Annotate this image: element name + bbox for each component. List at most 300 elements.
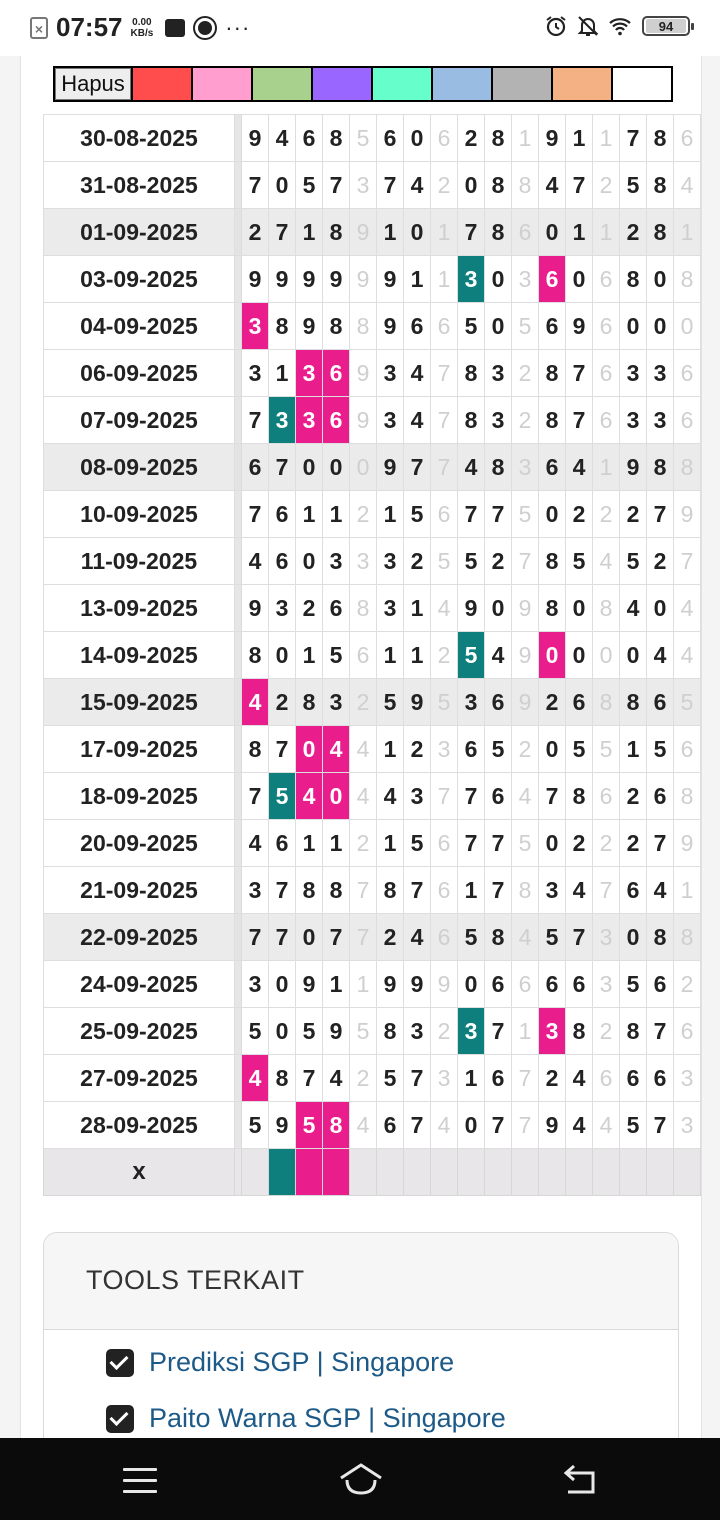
- digit-cell[interactable]: 6: [323, 585, 350, 632]
- digit-cell[interactable]: 1: [296, 632, 323, 679]
- digit-cell[interactable]: 3: [350, 538, 377, 585]
- digit-cell[interactable]: 0: [296, 444, 323, 491]
- digit-cell[interactable]: 9: [350, 350, 377, 397]
- digit-cell[interactable]: 2: [431, 632, 458, 679]
- digit-cell[interactable]: 6: [593, 1055, 620, 1102]
- digit-cell[interactable]: 6: [431, 867, 458, 914]
- digit-cell[interactable]: 3: [485, 350, 512, 397]
- digit-cell[interactable]: 6: [431, 115, 458, 162]
- digit-cell[interactable]: 8: [566, 773, 593, 820]
- digit-cell[interactable]: 9: [242, 585, 269, 632]
- digit-cell[interactable]: 8: [620, 679, 647, 726]
- digit-cell[interactable]: 8: [512, 162, 539, 209]
- digit-cell[interactable]: 5: [269, 773, 296, 820]
- digit-cell[interactable]: 0: [674, 303, 701, 350]
- digit-cell[interactable]: 3: [296, 350, 323, 397]
- digit-cell[interactable]: 3: [512, 444, 539, 491]
- digit-cell[interactable]: 5: [647, 726, 674, 773]
- digit-cell[interactable]: 9: [512, 585, 539, 632]
- digit-cell[interactable]: 3: [269, 397, 296, 444]
- digit-cell[interactable]: 1: [458, 1055, 485, 1102]
- digit-cell[interactable]: 1: [323, 820, 350, 867]
- digit-cell[interactable]: 6: [539, 303, 566, 350]
- color-swatch-8[interactable]: [551, 68, 611, 100]
- digit-cell[interactable]: 2: [674, 961, 701, 1008]
- digit-cell[interactable]: 1: [512, 115, 539, 162]
- digit-cell[interactable]: 8: [296, 679, 323, 726]
- digit-cell[interactable]: 5: [458, 914, 485, 961]
- digit-cell[interactable]: 3: [593, 914, 620, 961]
- digit-cell[interactable]: 6: [647, 773, 674, 820]
- digit-cell[interactable]: 5: [512, 491, 539, 538]
- digit-cell[interactable]: 9: [431, 961, 458, 1008]
- digit-cell[interactable]: 1: [269, 350, 296, 397]
- digit-cell[interactable]: 3: [674, 1102, 701, 1149]
- digit-cell[interactable]: 2: [404, 726, 431, 773]
- digit-cell[interactable]: 3: [377, 538, 404, 585]
- digit-cell[interactable]: 3: [431, 1055, 458, 1102]
- digit-cell[interactable]: 2: [593, 162, 620, 209]
- digit-cell[interactable]: 5: [458, 632, 485, 679]
- digit-cell[interactable]: 7: [647, 491, 674, 538]
- digit-cell[interactable]: 5: [620, 162, 647, 209]
- digit-cell[interactable]: 7: [296, 1055, 323, 1102]
- digit-cell[interactable]: 2: [620, 820, 647, 867]
- digit-cell[interactable]: 7: [431, 773, 458, 820]
- digit-cell[interactable]: 4: [485, 632, 512, 679]
- digit-cell[interactable]: 8: [350, 303, 377, 350]
- digit-cell[interactable]: 3: [296, 397, 323, 444]
- digit-cell[interactable]: 8: [458, 397, 485, 444]
- digit-cell[interactable]: 6: [512, 961, 539, 1008]
- digit-cell[interactable]: 1: [404, 632, 431, 679]
- home-icon[interactable]: [338, 1460, 384, 1500]
- digit-cell[interactable]: 8: [647, 444, 674, 491]
- footer-color-cell[interactable]: [593, 1149, 620, 1196]
- digit-cell[interactable]: 7: [512, 1055, 539, 1102]
- digit-cell[interactable]: 7: [620, 115, 647, 162]
- digit-cell[interactable]: 1: [566, 115, 593, 162]
- digit-cell[interactable]: 6: [647, 1055, 674, 1102]
- digit-cell[interactable]: 9: [350, 397, 377, 444]
- digit-cell[interactable]: 8: [485, 914, 512, 961]
- digit-cell[interactable]: 1: [404, 256, 431, 303]
- digit-cell[interactable]: 8: [323, 1102, 350, 1149]
- digit-cell[interactable]: 9: [566, 303, 593, 350]
- digit-cell[interactable]: 4: [242, 538, 269, 585]
- digit-cell[interactable]: 0: [458, 162, 485, 209]
- digit-cell[interactable]: 4: [566, 444, 593, 491]
- digit-cell[interactable]: 1: [593, 209, 620, 256]
- digit-cell[interactable]: 2: [404, 538, 431, 585]
- digit-cell[interactable]: 6: [485, 679, 512, 726]
- color-swatch-7[interactable]: [491, 68, 551, 100]
- digit-cell[interactable]: 7: [485, 820, 512, 867]
- digit-cell[interactable]: 1: [377, 820, 404, 867]
- digit-cell[interactable]: 5: [512, 303, 539, 350]
- digit-cell[interactable]: 3: [647, 397, 674, 444]
- digit-cell[interactable]: 2: [566, 820, 593, 867]
- digit-cell[interactable]: 5: [458, 303, 485, 350]
- digit-cell[interactable]: 6: [269, 538, 296, 585]
- digit-cell[interactable]: 6: [674, 397, 701, 444]
- digit-cell[interactable]: 7: [512, 1102, 539, 1149]
- digit-cell[interactable]: 6: [296, 115, 323, 162]
- digit-cell[interactable]: 8: [539, 397, 566, 444]
- digit-cell[interactable]: 9: [350, 209, 377, 256]
- digit-cell[interactable]: 5: [242, 1008, 269, 1055]
- digit-cell[interactable]: 3: [323, 538, 350, 585]
- digit-cell[interactable]: 5: [593, 726, 620, 773]
- digit-cell[interactable]: 2: [296, 585, 323, 632]
- digit-cell[interactable]: 9: [512, 679, 539, 726]
- digit-cell[interactable]: 1: [296, 820, 323, 867]
- digit-cell[interactable]: 8: [485, 162, 512, 209]
- footer-color-cell[interactable]: [674, 1149, 701, 1196]
- digit-cell[interactable]: 4: [404, 397, 431, 444]
- digit-cell[interactable]: 7: [431, 350, 458, 397]
- digit-cell[interactable]: 7: [485, 867, 512, 914]
- digit-cell[interactable]: 7: [566, 162, 593, 209]
- digit-cell[interactable]: 2: [350, 1055, 377, 1102]
- digit-cell[interactable]: 9: [404, 679, 431, 726]
- footer-color-cell[interactable]: [647, 1149, 674, 1196]
- digit-cell[interactable]: 5: [350, 115, 377, 162]
- digit-cell[interactable]: 4: [674, 632, 701, 679]
- digit-cell[interactable]: 0: [566, 256, 593, 303]
- digit-cell[interactable]: 2: [512, 726, 539, 773]
- digit-cell[interactable]: 1: [404, 585, 431, 632]
- digit-cell[interactable]: 2: [620, 491, 647, 538]
- digit-cell[interactable]: 0: [269, 1008, 296, 1055]
- digit-cell[interactable]: 1: [512, 1008, 539, 1055]
- digit-cell[interactable]: 0: [539, 820, 566, 867]
- footer-color-cell[interactable]: [431, 1149, 458, 1196]
- digit-cell[interactable]: 0: [647, 256, 674, 303]
- footer-color-cell[interactable]: [539, 1149, 566, 1196]
- digit-cell[interactable]: 5: [296, 1102, 323, 1149]
- digit-cell[interactable]: 3: [593, 961, 620, 1008]
- footer-color-cell[interactable]: [377, 1149, 404, 1196]
- digit-cell[interactable]: 9: [620, 444, 647, 491]
- digit-cell[interactable]: 8: [323, 303, 350, 350]
- digit-cell[interactable]: 1: [674, 209, 701, 256]
- color-swatch-3[interactable]: [251, 68, 311, 100]
- digit-cell[interactable]: 5: [620, 538, 647, 585]
- digit-cell[interactable]: 4: [593, 1102, 620, 1149]
- digit-cell[interactable]: 7: [323, 162, 350, 209]
- color-swatch-6[interactable]: [431, 68, 491, 100]
- digit-cell[interactable]: 2: [377, 914, 404, 961]
- digit-cell[interactable]: 9: [296, 256, 323, 303]
- digit-cell[interactable]: 3: [620, 350, 647, 397]
- digit-cell[interactable]: 7: [647, 1008, 674, 1055]
- digit-cell[interactable]: 6: [431, 820, 458, 867]
- digit-cell[interactable]: 6: [323, 350, 350, 397]
- digit-cell[interactable]: 6: [674, 115, 701, 162]
- digit-cell[interactable]: 8: [377, 867, 404, 914]
- digit-cell[interactable]: 6: [431, 914, 458, 961]
- digit-cell[interactable]: 6: [323, 397, 350, 444]
- digit-cell[interactable]: 0: [269, 162, 296, 209]
- digit-cell[interactable]: 9: [242, 115, 269, 162]
- color-swatch-4[interactable]: [311, 68, 371, 100]
- digit-cell[interactable]: 8: [350, 585, 377, 632]
- digit-cell[interactable]: 1: [620, 726, 647, 773]
- digit-cell[interactable]: 4: [512, 773, 539, 820]
- digit-cell[interactable]: 4: [539, 162, 566, 209]
- digit-cell[interactable]: 6: [269, 820, 296, 867]
- footer-color-cell[interactable]: [323, 1149, 350, 1196]
- digit-cell[interactable]: 5: [566, 726, 593, 773]
- digit-cell[interactable]: 0: [647, 585, 674, 632]
- digit-cell[interactable]: 5: [566, 538, 593, 585]
- digit-cell[interactable]: 4: [323, 1055, 350, 1102]
- digit-cell[interactable]: 6: [593, 397, 620, 444]
- digit-cell[interactable]: 0: [296, 914, 323, 961]
- digit-cell[interactable]: 8: [593, 679, 620, 726]
- digit-cell[interactable]: 4: [242, 820, 269, 867]
- digit-cell[interactable]: 8: [377, 1008, 404, 1055]
- digit-cell[interactable]: 7: [512, 538, 539, 585]
- digit-cell[interactable]: 6: [539, 444, 566, 491]
- digit-cell[interactable]: 9: [377, 444, 404, 491]
- digit-cell[interactable]: 6: [431, 491, 458, 538]
- digit-cell[interactable]: 5: [350, 1008, 377, 1055]
- digit-cell[interactable]: 2: [620, 209, 647, 256]
- digit-cell[interactable]: 7: [350, 867, 377, 914]
- digit-cell[interactable]: 4: [458, 444, 485, 491]
- digit-cell[interactable]: 8: [242, 632, 269, 679]
- tool-link-paito-warna[interactable]: Paito Warna SGP | Singapore: [149, 1403, 506, 1433]
- color-swatch-2[interactable]: [191, 68, 251, 100]
- digit-cell[interactable]: 0: [485, 585, 512, 632]
- digit-cell[interactable]: 0: [539, 726, 566, 773]
- digit-cell[interactable]: 0: [620, 632, 647, 679]
- digit-cell[interactable]: 6: [404, 303, 431, 350]
- footer-color-cell[interactable]: [512, 1149, 539, 1196]
- digit-cell[interactable]: 9: [323, 1008, 350, 1055]
- digit-cell[interactable]: 2: [620, 773, 647, 820]
- digit-cell[interactable]: 0: [566, 585, 593, 632]
- digit-cell[interactable]: 6: [377, 115, 404, 162]
- digit-cell[interactable]: 4: [674, 585, 701, 632]
- digit-cell[interactable]: 0: [593, 632, 620, 679]
- digit-cell[interactable]: 3: [404, 773, 431, 820]
- digit-cell[interactable]: 5: [242, 1102, 269, 1149]
- digit-cell[interactable]: 4: [431, 585, 458, 632]
- digit-cell[interactable]: 0: [323, 444, 350, 491]
- clear-color-button[interactable]: Hapus: [55, 68, 131, 100]
- digit-cell[interactable]: 3: [350, 162, 377, 209]
- digit-cell[interactable]: 6: [674, 350, 701, 397]
- digit-cell[interactable]: 6: [593, 350, 620, 397]
- digit-cell[interactable]: 5: [377, 679, 404, 726]
- digit-cell[interactable]: 3: [647, 350, 674, 397]
- digit-cell[interactable]: 1: [431, 209, 458, 256]
- digit-cell[interactable]: 8: [512, 867, 539, 914]
- digit-cell[interactable]: 6: [674, 726, 701, 773]
- color-swatch-9[interactable]: [611, 68, 671, 100]
- digit-cell[interactable]: 8: [674, 444, 701, 491]
- digit-cell[interactable]: 2: [431, 162, 458, 209]
- digit-cell[interactable]: 0: [404, 209, 431, 256]
- digit-cell[interactable]: 4: [242, 1055, 269, 1102]
- digit-cell[interactable]: 7: [269, 867, 296, 914]
- digit-cell[interactable]: 1: [431, 256, 458, 303]
- digit-cell[interactable]: 3: [242, 303, 269, 350]
- digit-cell[interactable]: 9: [296, 303, 323, 350]
- digit-cell[interactable]: 6: [485, 1055, 512, 1102]
- digit-cell[interactable]: 8: [323, 209, 350, 256]
- digit-cell[interactable]: 1: [350, 961, 377, 1008]
- digit-cell[interactable]: 2: [269, 679, 296, 726]
- digit-cell[interactable]: 3: [242, 867, 269, 914]
- digit-cell[interactable]: 9: [296, 961, 323, 1008]
- digit-cell[interactable]: 4: [350, 773, 377, 820]
- digit-cell[interactable]: 2: [431, 1008, 458, 1055]
- digit-cell[interactable]: 0: [539, 632, 566, 679]
- digit-cell[interactable]: 0: [296, 538, 323, 585]
- digit-cell[interactable]: 4: [377, 773, 404, 820]
- digit-cell[interactable]: 9: [674, 491, 701, 538]
- footer-color-cell[interactable]: [350, 1149, 377, 1196]
- digit-cell[interactable]: 1: [674, 867, 701, 914]
- digit-cell[interactable]: 5: [512, 820, 539, 867]
- digit-cell[interactable]: 6: [377, 1102, 404, 1149]
- digit-cell[interactable]: 0: [647, 303, 674, 350]
- digit-cell[interactable]: 6: [458, 726, 485, 773]
- back-icon[interactable]: [560, 1462, 598, 1498]
- digit-cell[interactable]: 3: [539, 1008, 566, 1055]
- digit-cell[interactable]: 6: [620, 1055, 647, 1102]
- digit-cell[interactable]: 8: [566, 1008, 593, 1055]
- digit-cell[interactable]: 9: [269, 1102, 296, 1149]
- color-swatch-1[interactable]: [131, 68, 191, 100]
- digit-cell[interactable]: 8: [485, 444, 512, 491]
- digit-cell[interactable]: 3: [674, 1055, 701, 1102]
- digit-cell[interactable]: 3: [458, 1008, 485, 1055]
- footer-color-cell[interactable]: [620, 1149, 647, 1196]
- digit-cell[interactable]: 7: [647, 1102, 674, 1149]
- digit-cell[interactable]: 5: [431, 679, 458, 726]
- digit-cell[interactable]: 3: [458, 256, 485, 303]
- digit-cell[interactable]: 4: [647, 632, 674, 679]
- digit-cell[interactable]: 8: [647, 115, 674, 162]
- digit-cell[interactable]: 0: [269, 961, 296, 1008]
- digit-cell[interactable]: 3: [377, 350, 404, 397]
- digit-cell[interactable]: 7: [593, 867, 620, 914]
- digit-cell[interactable]: 8: [620, 1008, 647, 1055]
- digit-cell[interactable]: 7: [458, 820, 485, 867]
- digit-cell[interactable]: 5: [620, 1102, 647, 1149]
- digit-cell[interactable]: 2: [485, 538, 512, 585]
- digit-cell[interactable]: 0: [323, 773, 350, 820]
- digit-cell[interactable]: 7: [242, 162, 269, 209]
- digit-cell[interactable]: 2: [350, 820, 377, 867]
- digit-cell[interactable]: 9: [674, 820, 701, 867]
- digit-cell[interactable]: 8: [458, 350, 485, 397]
- digit-cell[interactable]: 7: [566, 914, 593, 961]
- tool-link-prediksi[interactable]: Prediksi SGP | Singapore: [149, 1347, 455, 1377]
- digit-cell[interactable]: 6: [485, 961, 512, 1008]
- digit-cell[interactable]: 8: [485, 209, 512, 256]
- digit-cell[interactable]: 9: [242, 256, 269, 303]
- digit-cell[interactable]: 3: [431, 726, 458, 773]
- digit-cell[interactable]: 9: [377, 303, 404, 350]
- digit-cell[interactable]: 8: [323, 867, 350, 914]
- digit-cell[interactable]: 5: [431, 538, 458, 585]
- digit-cell[interactable]: 6: [269, 491, 296, 538]
- digit-cell[interactable]: 6: [350, 632, 377, 679]
- digit-cell[interactable]: 0: [404, 115, 431, 162]
- digit-cell[interactable]: 2: [593, 491, 620, 538]
- digit-cell[interactable]: 1: [593, 115, 620, 162]
- digit-cell[interactable]: 5: [323, 632, 350, 679]
- digit-cell[interactable]: 7: [458, 491, 485, 538]
- digit-cell[interactable]: 4: [566, 867, 593, 914]
- footer-color-cell[interactable]: [485, 1149, 512, 1196]
- digit-cell[interactable]: 2: [593, 820, 620, 867]
- digit-cell[interactable]: 7: [242, 491, 269, 538]
- digit-cell[interactable]: 0: [458, 961, 485, 1008]
- digit-cell[interactable]: 9: [539, 115, 566, 162]
- digit-cell[interactable]: 1: [296, 491, 323, 538]
- digit-cell[interactable]: 4: [404, 350, 431, 397]
- digit-cell[interactable]: 9: [404, 961, 431, 1008]
- digit-cell[interactable]: 6: [647, 679, 674, 726]
- digit-cell[interactable]: 4: [296, 773, 323, 820]
- digit-cell[interactable]: 0: [485, 303, 512, 350]
- digit-cell[interactable]: 9: [377, 961, 404, 1008]
- digit-cell[interactable]: 8: [593, 585, 620, 632]
- digit-cell[interactable]: 7: [242, 914, 269, 961]
- digit-cell[interactable]: 7: [242, 773, 269, 820]
- digit-cell[interactable]: 2: [566, 491, 593, 538]
- digit-cell[interactable]: 8: [674, 256, 701, 303]
- digit-cell[interactable]: 7: [404, 444, 431, 491]
- digit-cell[interactable]: 4: [566, 1055, 593, 1102]
- digit-cell[interactable]: 7: [566, 350, 593, 397]
- digit-cell[interactable]: 5: [404, 491, 431, 538]
- digit-cell[interactable]: 1: [323, 491, 350, 538]
- digit-cell[interactable]: 7: [404, 1102, 431, 1149]
- digit-cell[interactable]: 2: [242, 209, 269, 256]
- digit-cell[interactable]: 9: [377, 256, 404, 303]
- tool-item-prediksi[interactable]: [106, 1347, 454, 1378]
- digit-cell[interactable]: 1: [566, 209, 593, 256]
- digit-cell[interactable]: 3: [458, 679, 485, 726]
- digit-cell[interactable]: 7: [485, 1008, 512, 1055]
- digit-cell[interactable]: 7: [458, 209, 485, 256]
- digit-cell[interactable]: 8: [674, 773, 701, 820]
- digit-cell[interactable]: 7: [647, 820, 674, 867]
- digit-cell[interactable]: 7: [674, 538, 701, 585]
- digit-cell[interactable]: 3: [404, 1008, 431, 1055]
- footer-color-cell[interactable]: [242, 1149, 269, 1196]
- digit-cell[interactable]: 7: [458, 773, 485, 820]
- digit-cell[interactable]: 2: [512, 350, 539, 397]
- digit-cell[interactable]: 8: [296, 867, 323, 914]
- digit-cell[interactable]: 8: [647, 209, 674, 256]
- digit-cell[interactable]: 0: [350, 444, 377, 491]
- footer-color-cell[interactable]: [566, 1149, 593, 1196]
- digit-cell[interactable]: 6: [539, 961, 566, 1008]
- digit-cell[interactable]: 7: [269, 726, 296, 773]
- digit-cell[interactable]: 9: [269, 256, 296, 303]
- digit-cell[interactable]: 5: [404, 820, 431, 867]
- digit-cell[interactable]: 4: [620, 585, 647, 632]
